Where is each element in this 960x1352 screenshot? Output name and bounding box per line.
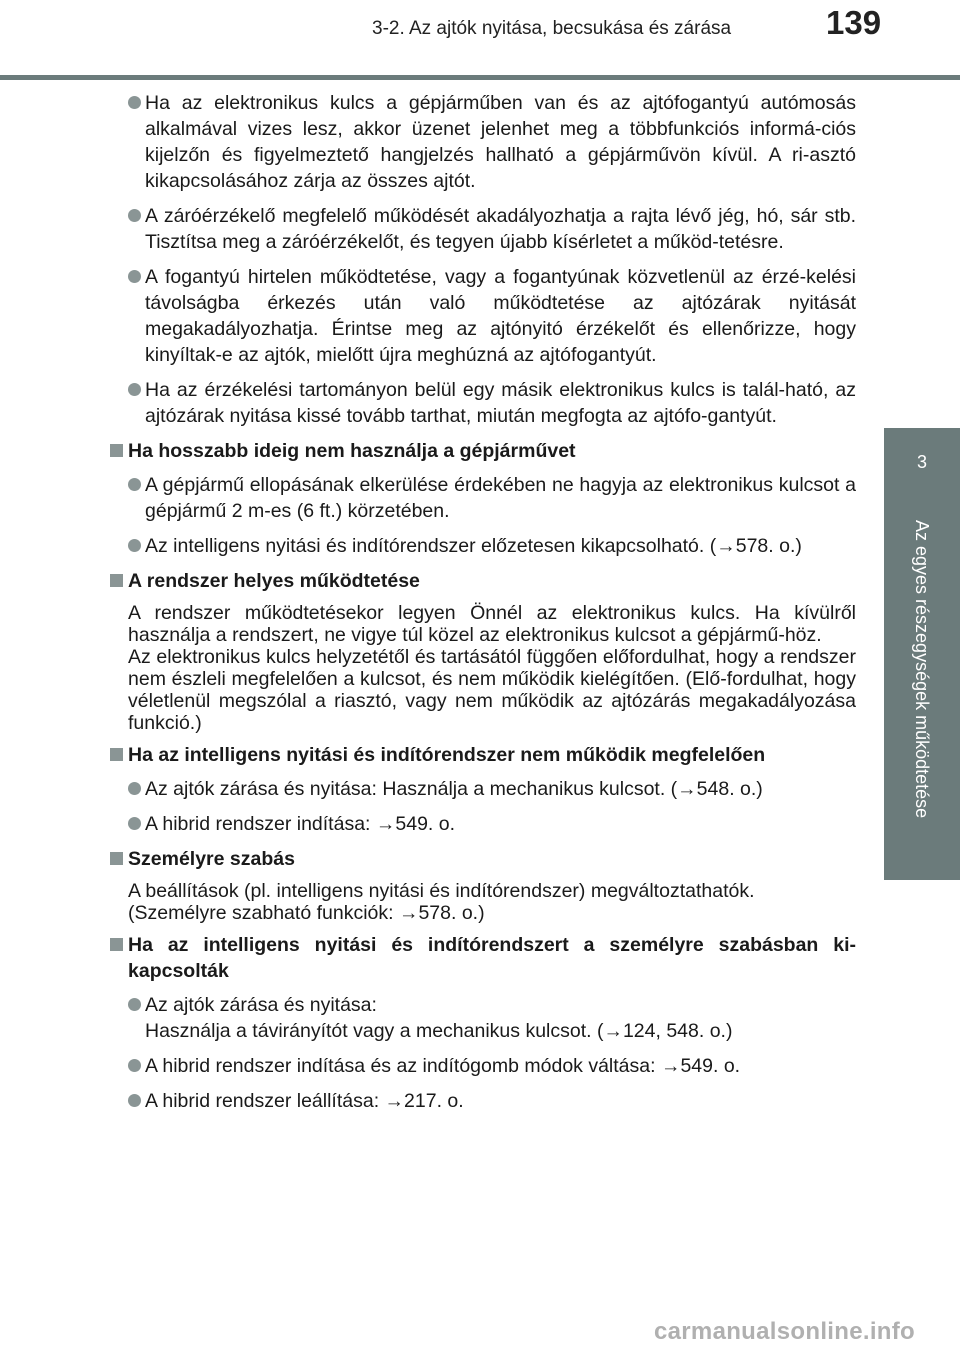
square-bullet-icon — [110, 574, 123, 587]
bullet-icon — [128, 478, 141, 491]
square-bullet-icon — [110, 938, 123, 951]
header-rule — [0, 75, 960, 80]
section-heading: Ha az intelligens nyitási és indítórendszer nem működik megfelelően — [108, 742, 856, 768]
list-item: Ha az érzékelési tartományon belül egy másik elektronikus kulcs is talál-ható, az ajtózárak nyitása kissé tovább tarthat, miután megfogta az ajtófo-gantyút. — [108, 377, 856, 429]
section-title: 3-2. Az ajtók nyitása, becsukása és zárása — [372, 18, 732, 39]
bullet-icon — [128, 383, 141, 396]
page-number: 139 — [826, 4, 882, 41]
square-bullet-icon — [110, 444, 123, 457]
list-item: A gépjármű ellopásának elkerülése érdekében ne hagyja az elektronikus kulcsot a gépjármű 2 m-es (6 ft.) körzetében. — [108, 472, 856, 524]
chapter-tab-title: Az egyes részegységek működtetése — [912, 520, 932, 819]
bullet-icon — [128, 1094, 141, 1107]
bullet-icon — [128, 1059, 141, 1072]
chapter-tab-number: 3 — [884, 428, 960, 506]
section-heading: Ha az intelligens nyitási és indítórendszert a személyre szabásban ki-kapcsolták — [108, 932, 856, 984]
list-item: Az ajtók zárása és nyitása: Használja a távirányítót vagy a mechanikus kulcsot. (→124, 548. o.) — [108, 992, 856, 1044]
list-item: Ha az elektronikus kulcs a gépjárműben van és az ajtófogantyú autómosás alkalmával vizes lesz, akkor üzenet jelenhet meg a többfunkciós informá-ciós kijelzőn és figyelmeztető hangjelzés hallható a gépjárművön kívül. A ri-asztó kikapcsolásához zárja az összes ajtót. — [108, 90, 856, 194]
list-item: Az ajtók zárása és nyitása: Használja a mechanikus kulcsot. (→548. o.) — [108, 776, 856, 802]
list-item: A záróérzékelő megfelelő működését akadályozhatja a rajta lévő jég, hó, sár stb. Tisztítsa meg a záróérzékelőt, és tegyen újabb kísérletet a működ-tetésre. — [108, 203, 856, 255]
list-item: Az intelligens nyitási és indítórendszer előzetesen kikapcsolható. (→578. o.) — [108, 533, 856, 559]
square-bullet-icon — [110, 852, 123, 865]
bullet-icon — [128, 96, 141, 109]
list-item: A fogantyú hirtelen működtetése, vagy a fogantyúnak közvetlenül az érzé-kelési távolságba érkezés után való működtetése az ajtózárak nyitását megakadályozhatja. Érintse meg az ajtónyitó érzékelőt és ellenőrizze, hogy kinyíltak-e az ajtók, mielőtt újra meghúzná az ajtófogantyút. — [108, 264, 856, 368]
paragraph: A beállítások (pl. intelligens nyitási és indítórendszer) megváltoztathatók. — [128, 880, 755, 902]
watermark: carmanualsonline.info — [654, 1318, 916, 1345]
paragraph: Az elektronikus kulcs helyzetétől és tartásától függően előfordulhat, hogy a rendszer nem észleli megfelelően a kulcsot, és nem működik kielégítően. (Elő-fordulhat, hogy véletlenül megszólal a riasztó, vagy nem működik az ajtózárás megakadályozása funkció.) — [128, 646, 856, 734]
paragraph: A rendszer működtetésekor legyen Önnél az elektronikus kulcs. Ha kívülről használja a rendszert, ne vigye túl közel az elektronikus kulcsot a gépjármű-höz. — [128, 602, 856, 646]
bullet-icon — [128, 998, 141, 1011]
list-item: A hibrid rendszer leállítása: →217. o. — [108, 1088, 856, 1114]
bullet-icon — [128, 209, 141, 222]
bullet-icon — [128, 817, 141, 830]
section-heading: Személyre szabás — [108, 846, 856, 872]
bullet-icon — [128, 539, 141, 552]
section-heading: Ha hosszabb ideig nem használja a gépjárművet — [108, 438, 856, 464]
list-item: A hibrid rendszer indítása: →549. o. — [108, 811, 856, 837]
bullet-icon — [128, 270, 141, 283]
list-item: A hibrid rendszer indítása és az indítógomb módok váltása: →549. o. — [108, 1053, 856, 1079]
page-content — [108, 90, 856, 1123]
square-bullet-icon — [110, 748, 123, 761]
bullet-icon — [128, 782, 141, 795]
section-heading: A rendszer helyes működtetése — [108, 568, 856, 594]
paragraph: (Személyre szabható funkciók: →578. o.) — [128, 902, 485, 924]
